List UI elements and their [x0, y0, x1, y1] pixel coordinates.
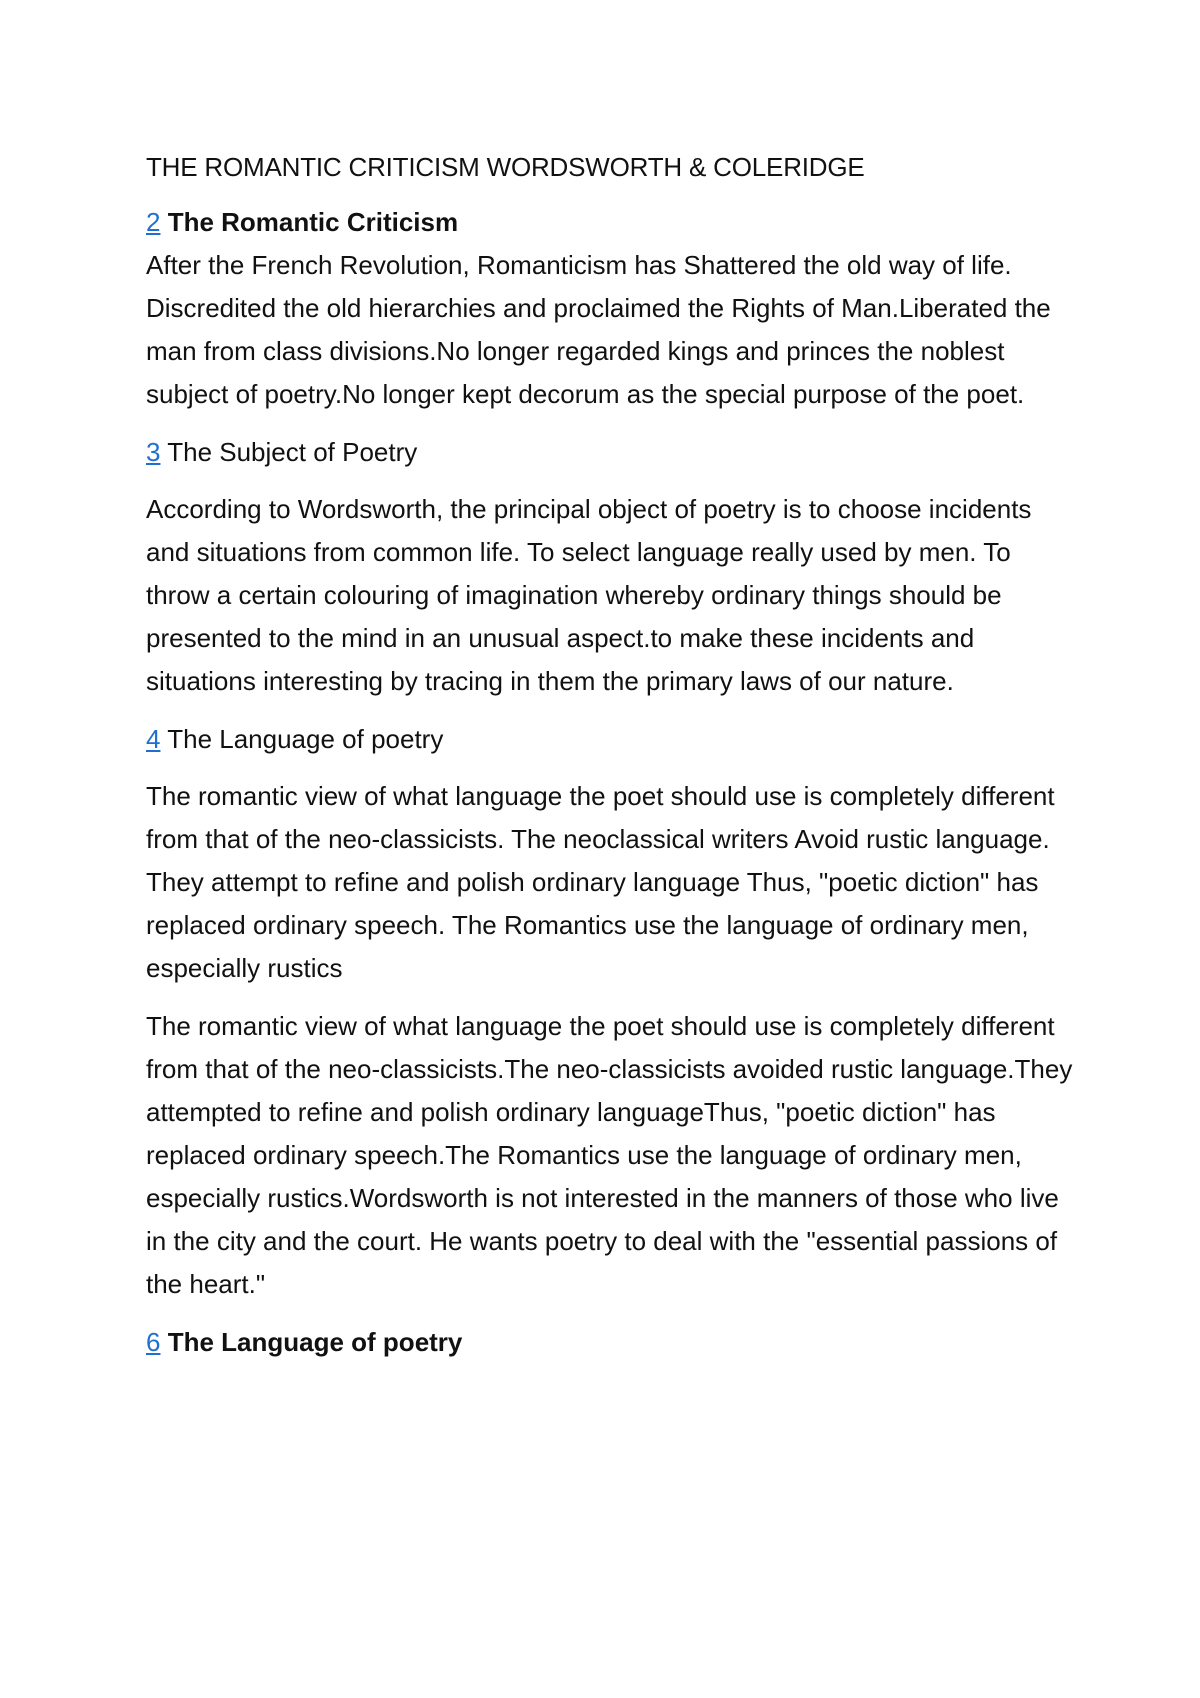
section-number-link-3[interactable]: 3 [146, 437, 161, 467]
section-2-paragraph-1: After the French Revolution, Romanticism has Shattered the old way of life. Discredited the old hierarchies and proclaimed the Rights of Man.Liberated the man from class divisions.No longer regarded kings and princes the noblest subject of poetry.No longer kept decorum as the special purpose of the poet. [146, 250, 1051, 409]
section-heading-3 [146, 431, 1076, 474]
document-title: THE ROMANTIC CRITICISM WORDSWORTH & COLERIDGE [146, 152, 865, 182]
section-heading-2 [146, 201, 1076, 244]
section-number-link-6[interactable]: 6 [146, 1327, 161, 1357]
section-heading-text-2: The Romantic Criticism [167, 207, 459, 237]
section-heading-text-4: The Language of poetry [167, 724, 444, 754]
section-4-paragraph-1: The romantic view of what language the poet should use is completely different from that of the neo-classicists. The neoclassical writers Avoid rustic language. They attempt to refine and polish ordinary language Thus, "poetic diction" has replaced ordinary speech. The Romantics use the language of ordinary men, especially rustics [146, 781, 1055, 983]
section-heading-4 [146, 718, 1076, 761]
section-heading-text-6: The Language of poetry [167, 1327, 463, 1357]
document-page [146, 146, 1076, 1364]
section-number-link-4[interactable]: 4 [146, 724, 161, 754]
section-3-paragraph-1: According to Wordsworth, the principal object of poetry is to choose incidents and situations from common life. To select language really used by men. To throw a certain colouring of imagination whereby ordinary things should be presented to the mind in an unusual aspect.to make these incidents and situations interesting by tracing in them the primary laws of our nature. [146, 494, 1032, 696]
section-4-paragraph-2: The romantic view of what language the poet should use is completely different from that of the neo-classicists.The neo-classicists avoided rustic language.They attempted to refine and polish ordinary languageThus, "poetic diction" has replaced ordinary speech.The Romantics use the language of ordinary men, especially rustics.Wordsworth is not interested in the manners of those who live in the city and the court. He wants poetry to deal with the "essential passions of the heart." [146, 1011, 1073, 1299]
section-heading-6 [146, 1321, 1076, 1364]
section-number-link-2[interactable]: 2 [146, 207, 161, 237]
section-heading-text-3: The Subject of Poetry [167, 437, 418, 467]
